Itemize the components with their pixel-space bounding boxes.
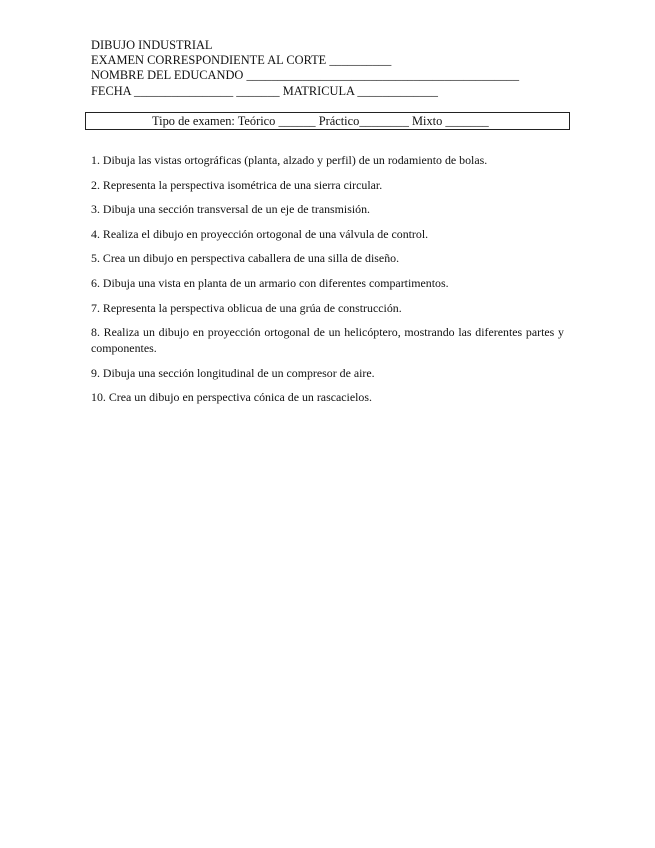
exam-type-box [85,112,570,130]
student-name-line: NOMBRE DEL EDUCANDO ____________________________________________ [91,68,520,83]
question-item: 4. Realiza el dibujo en proyección ortogonal de una válvula de control. [91,226,429,241]
exam-cut-line: EXAMEN CORRESPONDIENTE AL CORTE __________ [91,53,392,68]
question-item: 3. Dibuja una sección transversal de un eje de transmisión. [91,202,371,217]
question-item: 9. Dibuja una sección longitudinal de un compresor de aire. [91,365,375,380]
question-item: 6. Dibuja una vista en planta de un armario con diferentes compartimentos. [91,275,449,290]
question-item: 10. Crea un dibujo en perspectiva cónica de un rascacielos. [91,390,372,405]
question-item: 2. Representa la perspectiva isométrica de una sierra circular. [91,177,383,192]
question-item: 1. Dibuja las vistas ortográficas (planta, alzado y perfil) de un rodamiento de bolas. [91,153,488,167]
exam-type-text: Tipo de examen: Teórico ______ Práctico________ Mixto _______ [152,114,489,128]
question-item: 8. Realiza un dibujo en proyección ortogonal de un helicóptero, mostrando las diferentes partes y componentes. [91,325,564,356]
question-item: 7. Representa la perspectiva oblicua de una grúa de construcción. [91,300,402,315]
question-list [91,152,564,414]
course-title: DIBUJO INDUSTRIAL [91,38,213,52]
exam-header [91,38,571,99]
question-item: 5. Crea un dibujo en perspectiva caballera de una silla de diseño. [91,251,400,266]
date-matricula-line: FECHA ________________ _______ MATRICULA _____________ [91,83,438,98]
